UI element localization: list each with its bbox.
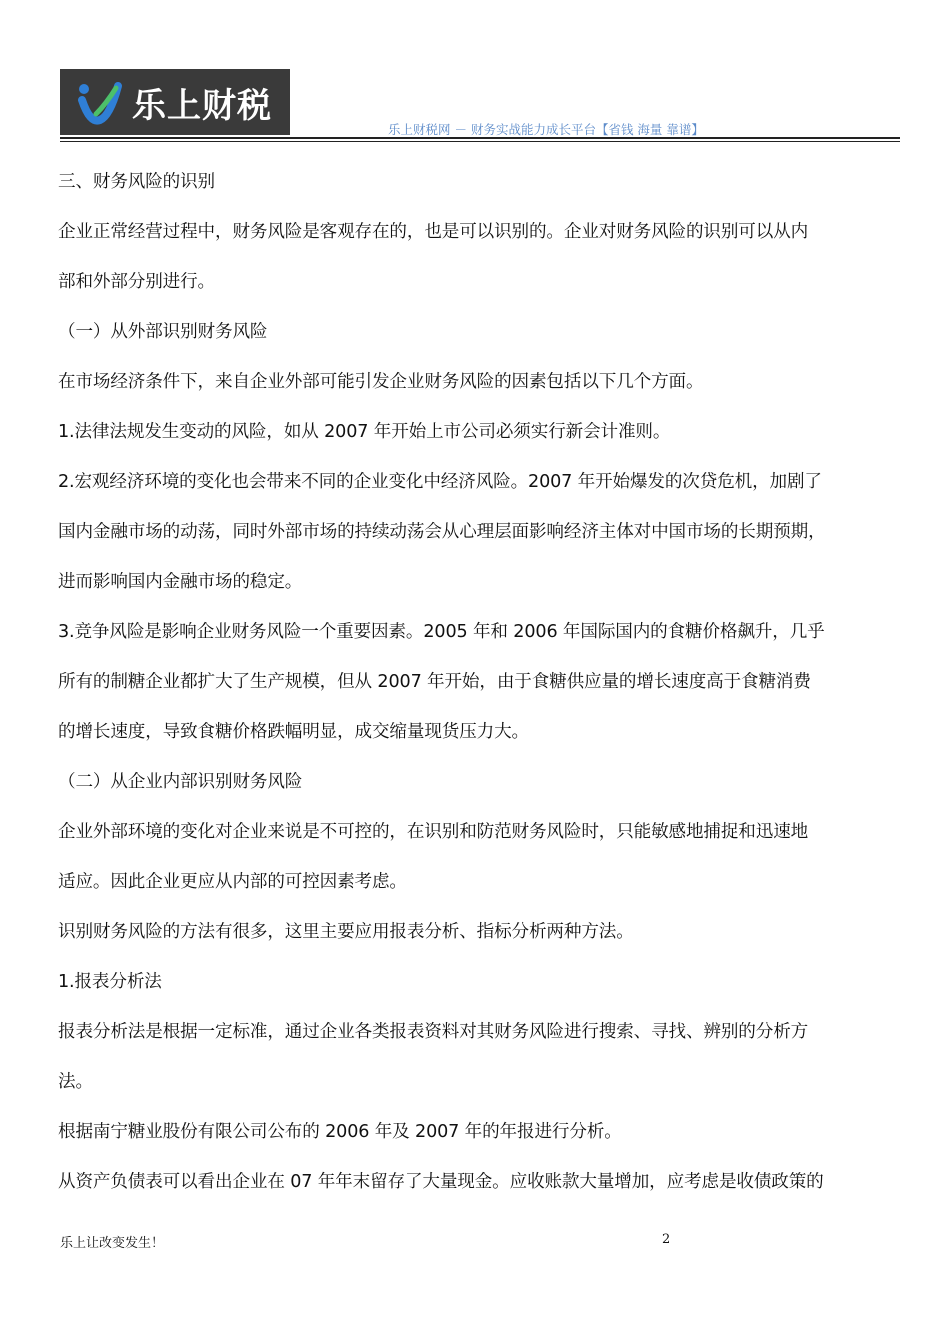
body-line: 部和外部分别进行。	[58, 272, 215, 292]
body-line: 企业外部环境的变化对企业来说是不可控的，在识别和防范财务风险时，只能敏感地捕捉和迅速地	[58, 822, 809, 842]
body-line: 从资产负债表可以看出企业在 07 年年末留存了大量现金。应收账款大量增加，应考虑是收债政策的	[58, 1172, 824, 1192]
list-item: 1.法律法规发生变动的风险，如从 2007 年开始上市公司必须实行新会计准则。	[58, 422, 671, 442]
body-line: 国内金融市场的动荡，同时外部市场的持续动荡会从心理层面影响经济主体对中国市场的长期预期，	[58, 522, 826, 542]
body-line: 的增长速度，导致食糖价格跌幅明显，成交缩量现货压力大。	[58, 722, 529, 742]
body-line: 适应。因此企业更应从内部的可控因素考虑。	[58, 872, 407, 892]
brand-logo	[60, 69, 290, 135]
body-line: 识别财务风险的方法有很多，这里主要应用报表分析、指标分析两种方法。	[58, 922, 634, 942]
body-line: 所有的制糖企业都扩大了生产规模，但从 2007 年开始，由于食糖供应量的增长速度高于食糖消费	[58, 672, 811, 692]
header-divider-thick	[60, 137, 900, 139]
list-item: 3.竞争风险是影响企业财务风险一个重要因素。2005 年和 2006 年国际国内的食糖价格飙升，几乎	[58, 622, 825, 642]
subsection-heading: （一）从外部识别财务风险	[58, 322, 268, 342]
list-item: 1.报表分析法	[58, 972, 162, 992]
body-line: 根据南宁糖业股份有限公司公布的 2006 年及 2007 年的年报进行分析。	[58, 1122, 622, 1142]
subsection-heading: （二）从企业内部识别财务风险	[58, 772, 303, 792]
header-divider-thin	[60, 141, 900, 142]
body-line: 企业正常经营过程中，财务风险是客观存在的，也是可以识别的。企业对财务风险的识别可以从内	[58, 222, 809, 242]
footer-slogan: 乐上让改变发生！	[60, 1236, 165, 1251]
brand-logo-text: 乐上财税	[132, 85, 272, 126]
list-item: 2.宏观经济环境的变化也会带来不同的企业变化中经济风险。2007 年开始爆发的次贷危机，加剧了	[58, 472, 822, 492]
body-line: 进而影响国内金融市场的稳定。	[58, 572, 303, 592]
page-number: 2	[662, 1232, 671, 1247]
brand-mark-icon	[70, 74, 126, 130]
header-tagline: 乐上财税网 － 财务实战能力成长平台【省钱 海量 靠谱】	[388, 122, 704, 137]
body-line: 在市场经济条件下，来自企业外部可能引发企业财务风险的因素包括以下几个方面。	[58, 372, 704, 392]
document-body	[58, 157, 906, 1207]
body-line: 法。	[58, 1072, 93, 1092]
section-heading: 三、财务风险的识别	[58, 172, 215, 192]
body-line: 报表分析法是根据一定标准，通过企业各类报表资料对其财务风险进行搜索、寻找、辨别的分析方	[58, 1022, 809, 1042]
